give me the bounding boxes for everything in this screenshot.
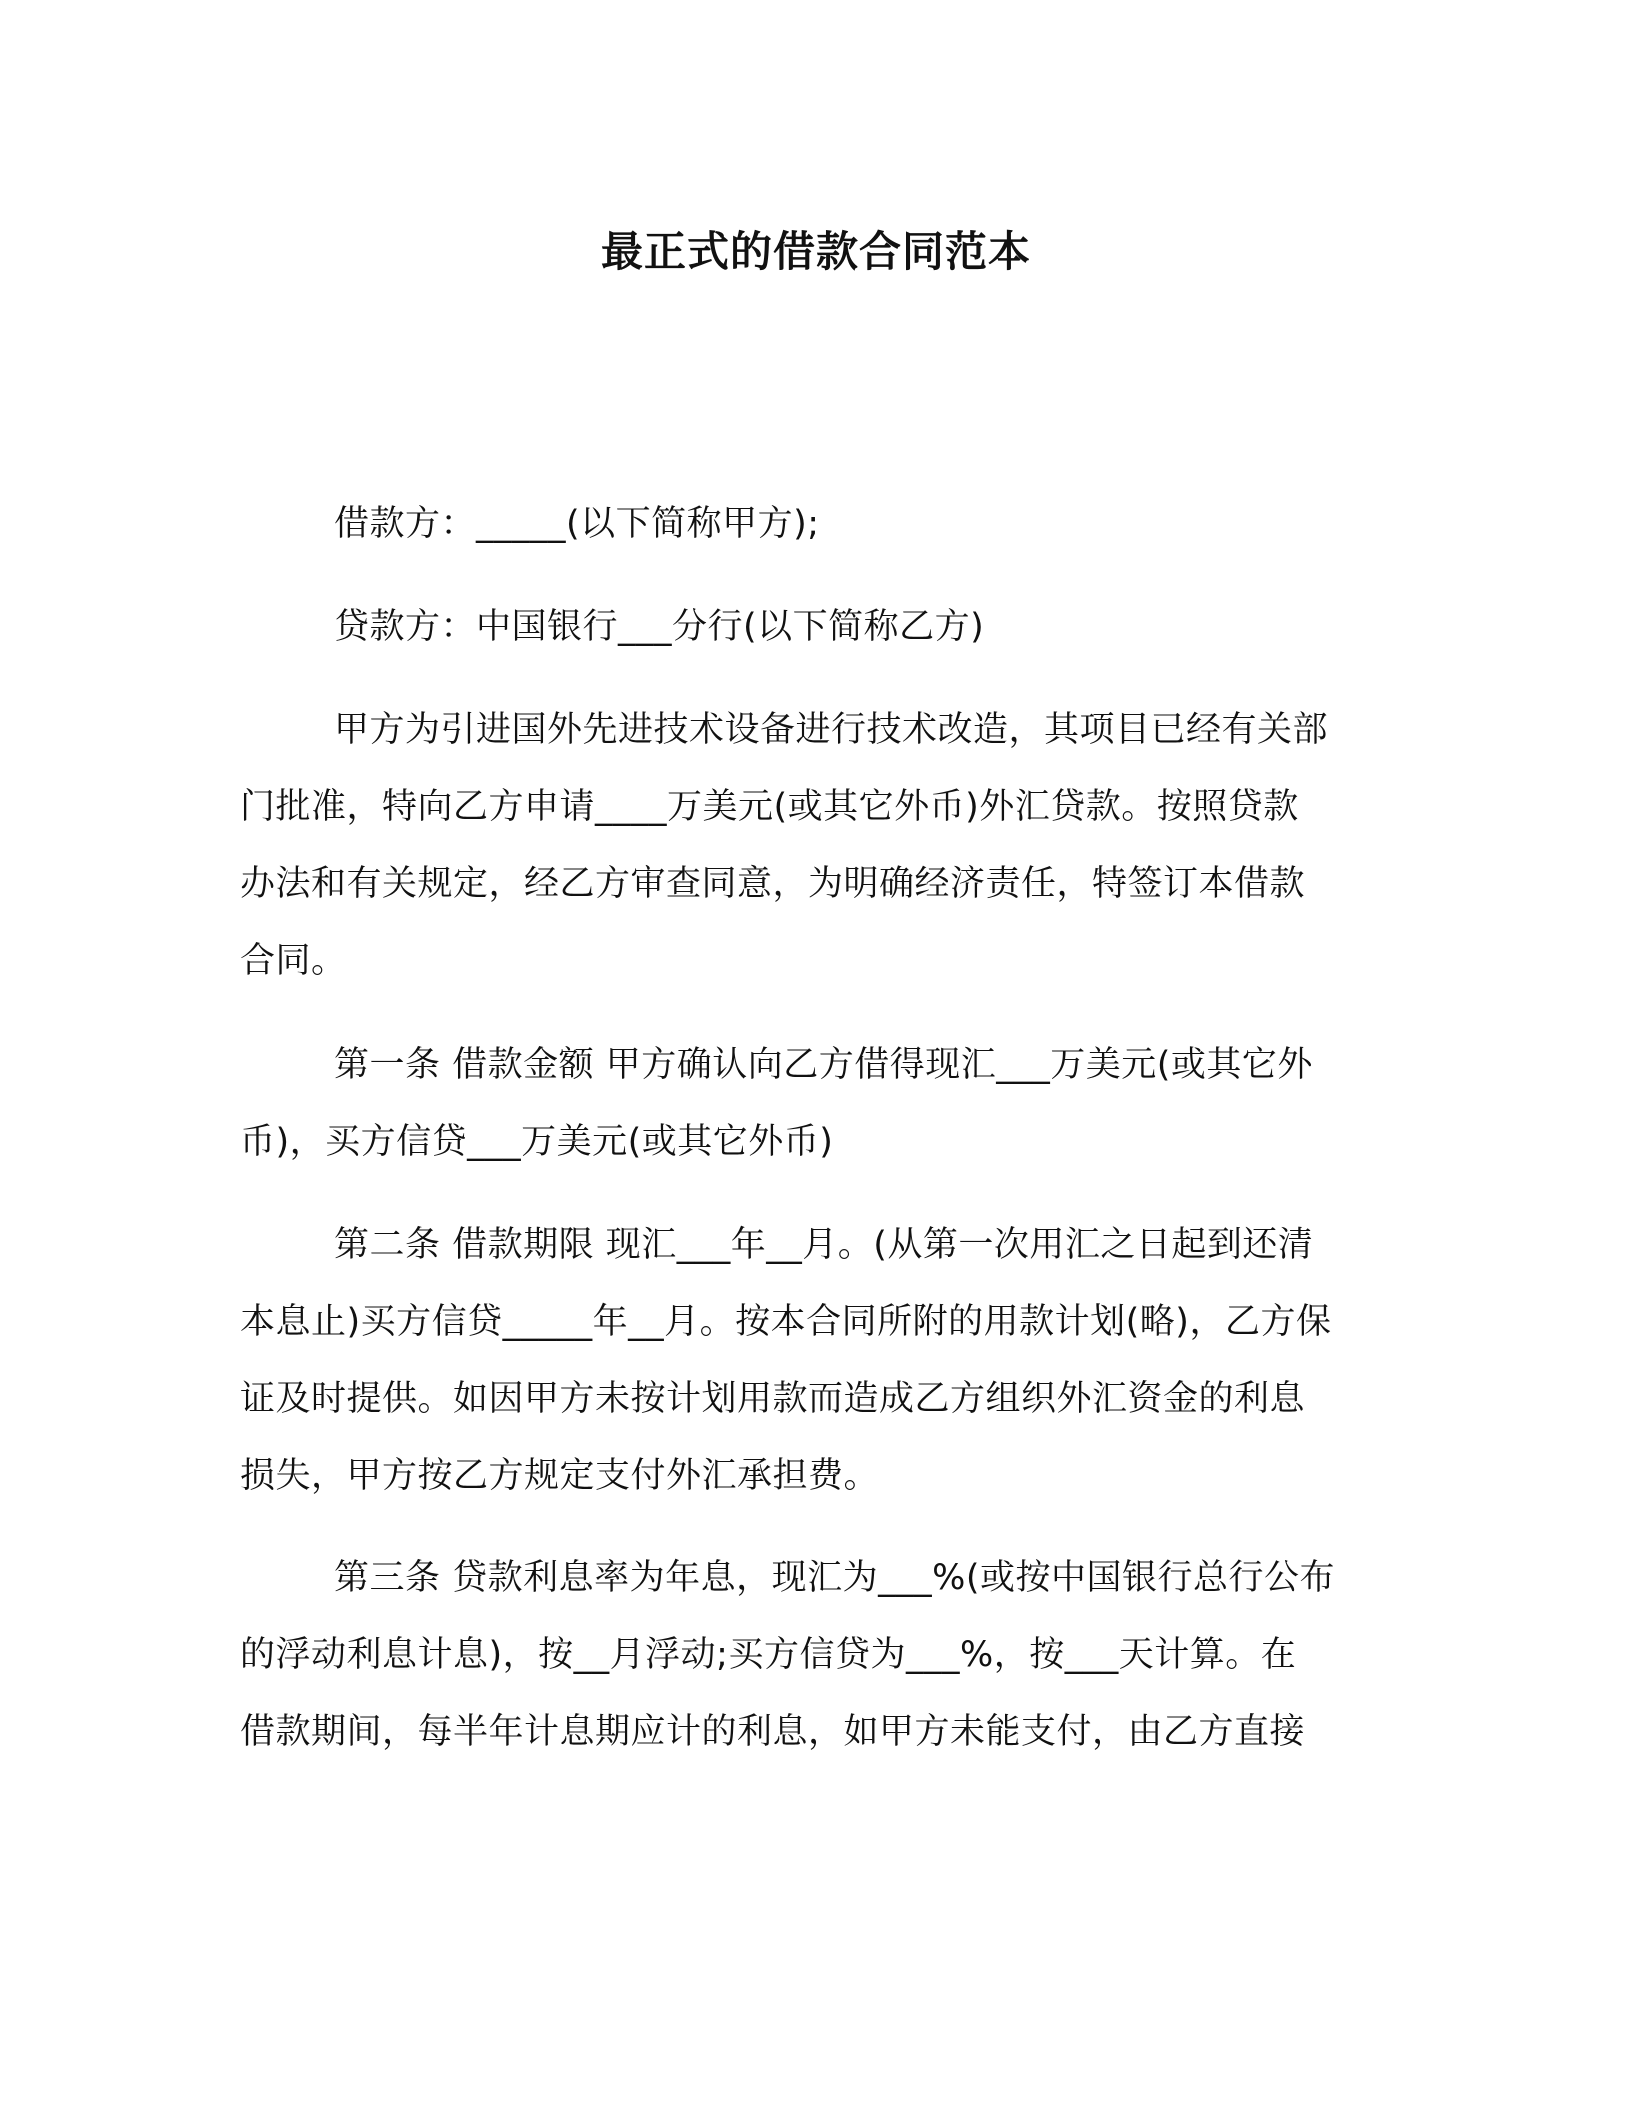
paragraph-line: 借款期间，每半年计息期应计的利息，如甲方未能支付，由乙方直接 (240, 1712, 1306, 1752)
paragraph-line: 币)，买方信贷___万美元(或其它外币) (240, 1122, 834, 1162)
article-3 (240, 1540, 1390, 1771)
paragraph-line: 损失，甲方按乙方规定支付外汇承担费。 (240, 1456, 880, 1496)
article-2 (240, 1207, 1390, 1515)
paragraph-line: 证及时提供。如因甲方未按计划用款而造成乙方组织外汇资金的利息 (240, 1379, 1306, 1419)
paragraph-line: 第二条 借款期限 现汇___年__月。(从第一次用汇之日起到还清 (334, 1225, 1314, 1265)
paragraph-line: 本息止)买方信贷_____年__月。按本合同所附的用款计划(略)，乙方保 (240, 1302, 1332, 1342)
paragraph-line: 第三条 贷款利息率为年息，现汇为___%(或按中国银行总行公布 (334, 1558, 1336, 1598)
article-1 (240, 1027, 1390, 1181)
paragraph-lender (240, 589, 1390, 666)
document-title: 最正式的借款合同范本 (600, 227, 1031, 276)
paragraph-preamble (240, 692, 1390, 1000)
paragraph-line: 办法和有关规定，经乙方审查同意，为明确经济责任，特签订本借款 (240, 864, 1306, 904)
paragraph-line: 借款方：_____(以下简称甲方); (334, 504, 820, 544)
paragraph-line: 甲方为引进国外先进技术设备进行技术改造，其项目已经有关部 (334, 710, 1329, 750)
paragraph-borrower (240, 486, 1390, 563)
paragraph-line: 合同。 (240, 941, 347, 981)
paragraph-line: 第一条 借款金额 甲方确认向乙方借得现汇___万美元(或其它外 (334, 1045, 1313, 1085)
paragraph-line: 贷款方：中国银行___分行(以下简称乙方) (334, 607, 985, 647)
paragraph-line: 门批准，特向乙方申请____万美元(或其它外币)外汇贷款。按照贷款 (240, 787, 1299, 827)
paragraph-line: 的浮动利息计息)，按__月浮动;买方信贷为___%，按___天计算。在 (240, 1635, 1297, 1675)
